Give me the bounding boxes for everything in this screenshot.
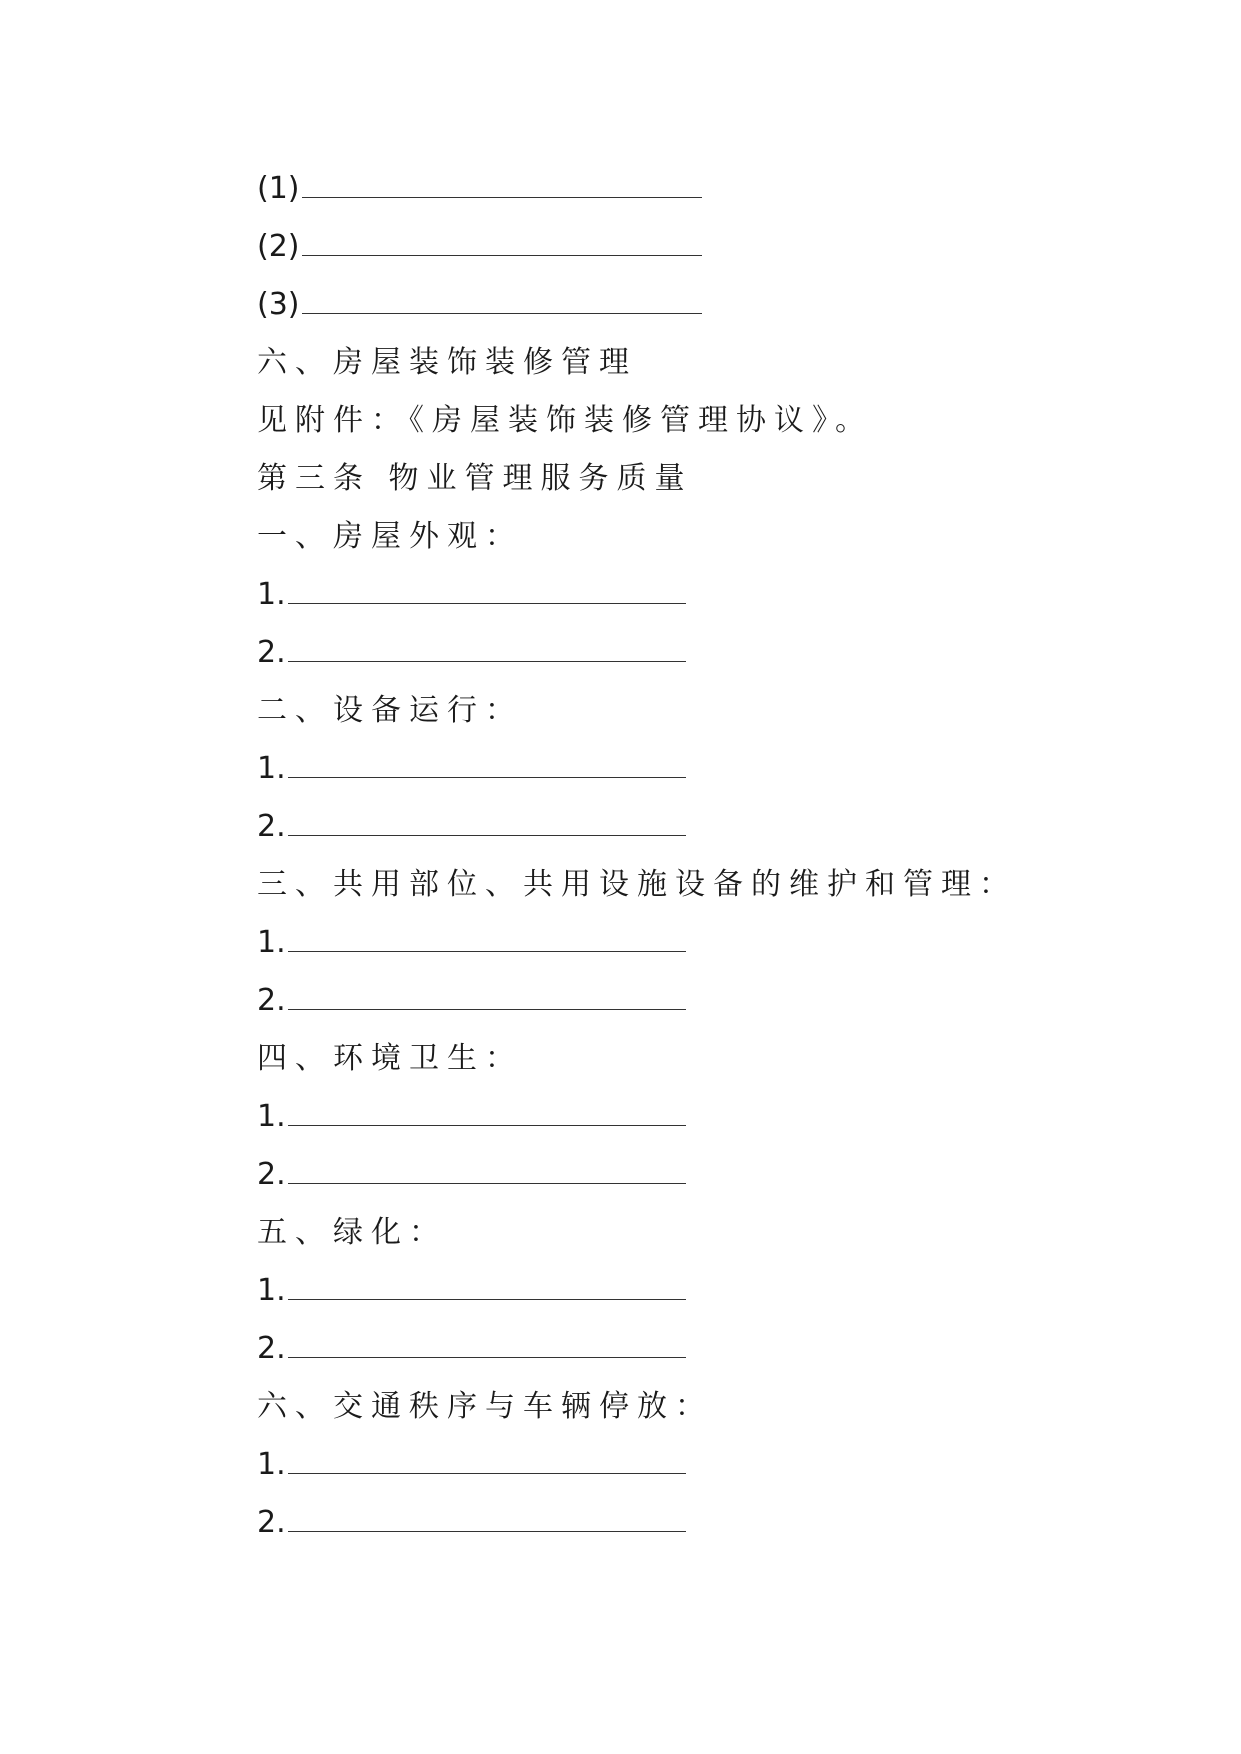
paren-item-3 (257, 276, 1157, 334)
item-number: 2. (257, 1331, 286, 1366)
item-number: 2. (257, 1505, 286, 1540)
quality-section-title: 四、环境卫生： (257, 1041, 523, 1076)
quality-item (257, 740, 1157, 798)
item-number: 2. (257, 635, 286, 670)
document-body (257, 160, 1157, 1552)
article-three-title: 第三条 物业管理服务质量 (257, 461, 693, 496)
item-number: 2. (257, 983, 286, 1018)
paren-item-2 (257, 218, 1157, 276)
quality-section-title: 五、绿化： (257, 1215, 447, 1250)
item-number: 1. (257, 751, 286, 786)
fill-in-blank (288, 1335, 686, 1358)
section-six-note: 见附件：《房屋装饰装修管理协议》。 (257, 403, 873, 438)
quality-item (257, 1146, 1157, 1204)
fill-in-blank (288, 987, 686, 1010)
quality-item (257, 798, 1157, 856)
quality-section-title: 三、共用部位、共用设施设备的维护和管理： (257, 867, 1017, 902)
fill-in-blank (288, 581, 686, 604)
fill-in-blank (288, 1277, 686, 1300)
quality-item (257, 914, 1157, 972)
item-number: (2) (257, 229, 300, 264)
quality-item (257, 624, 1157, 682)
quality-item (257, 566, 1157, 624)
fill-in-blank (288, 755, 686, 778)
fill-in-blank (302, 233, 702, 256)
fill-in-blank (288, 1161, 686, 1184)
quality-section-title: 一、房屋外观： (257, 519, 523, 554)
quality-section-title: 二、设备运行： (257, 693, 523, 728)
quality-item (257, 1320, 1157, 1378)
fill-in-blank (288, 1103, 686, 1126)
section-six-title: 六、房屋装饰装修管理 (257, 345, 637, 380)
fill-in-blank (288, 639, 686, 662)
paren-item-1 (257, 160, 1157, 218)
item-number: 1. (257, 1273, 286, 1308)
item-number: (3) (257, 287, 300, 322)
item-number: 1. (257, 1099, 286, 1134)
quality-item (257, 972, 1157, 1030)
fill-in-blank (288, 929, 686, 952)
item-number: 1. (257, 1447, 286, 1482)
item-number: 2. (257, 1157, 286, 1192)
fill-in-blank (288, 813, 686, 836)
quality-item (257, 1494, 1157, 1552)
quality-section-title: 六、交通秩序与车辆停放： (257, 1389, 713, 1424)
item-number: 1. (257, 577, 286, 612)
fill-in-blank (302, 175, 702, 198)
item-number: 1. (257, 925, 286, 960)
item-number: (1) (257, 171, 300, 206)
fill-in-blank (288, 1451, 686, 1474)
item-number: 2. (257, 809, 286, 844)
quality-item (257, 1436, 1157, 1494)
quality-item (257, 1262, 1157, 1320)
fill-in-blank (302, 291, 702, 314)
quality-item (257, 1088, 1157, 1146)
fill-in-blank (288, 1509, 686, 1532)
